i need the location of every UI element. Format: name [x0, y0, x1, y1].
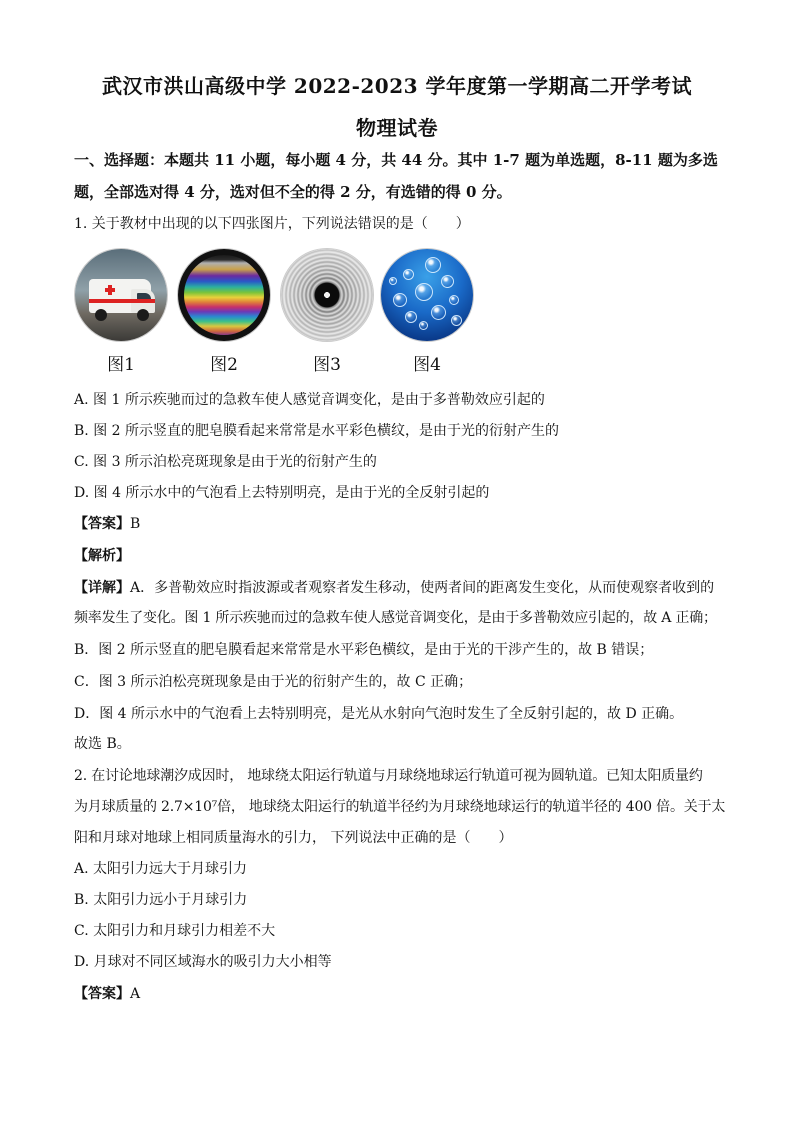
detail-text: A．多普勒效应时指波源或者观察者发生移动，使两者间的距离发生变化，从而使观察者收到的 [130, 580, 715, 596]
question-2-stem-line: 2. 在讨论地球潮汐成因时， 地球绕太阳运行轨道与月球绕地球运行轨道可视为圆轨道。已知太阳质量约 [74, 768, 703, 784]
question-1-figures [74, 248, 494, 378]
exam-title: 武汉市洪山高级中学 2022-2023 学年度第一学期高二开学考试 [101, 74, 693, 98]
answer-tag: 【答案】 [74, 516, 130, 532]
question-1-detail-line: 频率发生了变化。图 1 所示疾驰而过的急救车使人感觉音调变化，是由于多普勒效应引起的，故 A 正确； [74, 610, 717, 626]
figure-2-soap-film [177, 248, 271, 375]
question-1-option-c: C. 图 3 所示泊松亮斑现象是由于光的衍射产生的 [74, 454, 377, 470]
answer-tag: 【答案】 [74, 986, 130, 1002]
question-1-answer [74, 514, 724, 534]
question-1-analysis-heading [74, 546, 724, 566]
question-1-option-a: A. 图 1 所示疾驰而过的急救车使人感觉音调变化，是由于多普勒效应引起的 [74, 392, 545, 408]
soap-film-photo [177, 248, 271, 342]
question-1-option-b: B. 图 2 所示竖直的肥皂膜看起来常常是水平彩色横纹，是由于光的衍射产生的 [74, 423, 559, 439]
question-1-detail-line [74, 578, 724, 598]
question-2-option-b: B. 太阳引力远小于月球引力 [74, 892, 248, 908]
figure-4-caption: 图4 [413, 355, 441, 375]
question-1-detail-line: 故选 B。 [74, 736, 131, 752]
question-2-answer [74, 984, 724, 1004]
question-1-stem: 1. 关于教材中出现的以下四张图片，下列说法错误的是（ ） [74, 216, 470, 232]
section-instructions-line-2: 题，全部选对得 4 分，选对但不全的得 2 分，有选错的得 0 分。 [74, 183, 512, 201]
question-2-option-d: D. 月球对不同区域海水的吸引力大小相等 [74, 954, 332, 970]
question-2-stem-line: 阳和月球对地球上相同质量海水的引力， 下列说法中正确的是（ ） [74, 830, 513, 846]
question-1-detail-line: D．图 4 所示水中的气泡看上去特别明亮，是光从水射向气泡时发生了全反射引起的，故 D 正确。 [74, 706, 684, 722]
answer-value: B [130, 516, 141, 532]
section-instructions-line-1: 一、选择题：本题共 11 小题，每小题 4 分，共 44 分。其中 1-7 题为单选题，8-11 题为多选 [74, 151, 718, 169]
figure-1-caption: 图1 [107, 355, 135, 375]
figure-3-poisson-spot [280, 248, 374, 375]
poisson-spot-photo [280, 248, 374, 342]
figure-3-caption: 图3 [313, 355, 341, 375]
figure-2-caption: 图2 [210, 355, 238, 375]
question-2-stem-line: 为月球质量的 2.7×10⁷倍， 地球绕太阳运行的轨道半径约为月球绕地球运行的轨道半径的 400 倍。关于太 [74, 799, 726, 815]
ambulance-photo [74, 248, 168, 342]
figure-4-bubbles [380, 248, 474, 375]
question-1-detail-line: B．图 2 所示竖直的肥皂膜看起来常常是水平彩色横纹，是由于光的干涉产生的，故 B 错误； [74, 642, 654, 658]
water-bubbles-photo [380, 248, 474, 342]
exam-subtitle: 物理试卷 [356, 116, 438, 140]
detail-tag: 【详解】 [74, 580, 130, 596]
question-2-option-a: A. 太阳引力远大于月球引力 [74, 861, 248, 877]
analysis-tag: 【解析】 [74, 548, 130, 564]
question-1-option-d: D. 图 4 所示水中的气泡看上去特别明亮，是由于光的全反射引起的 [74, 485, 490, 501]
figure-1-ambulance [74, 248, 168, 375]
question-1-detail-line: C．图 3 所示泊松亮斑现象是由于光的衍射产生的，故 C 正确； [74, 674, 473, 690]
answer-value: A [130, 986, 141, 1002]
question-2-option-c: C. 太阳引力和月球引力相差不大 [74, 923, 276, 939]
